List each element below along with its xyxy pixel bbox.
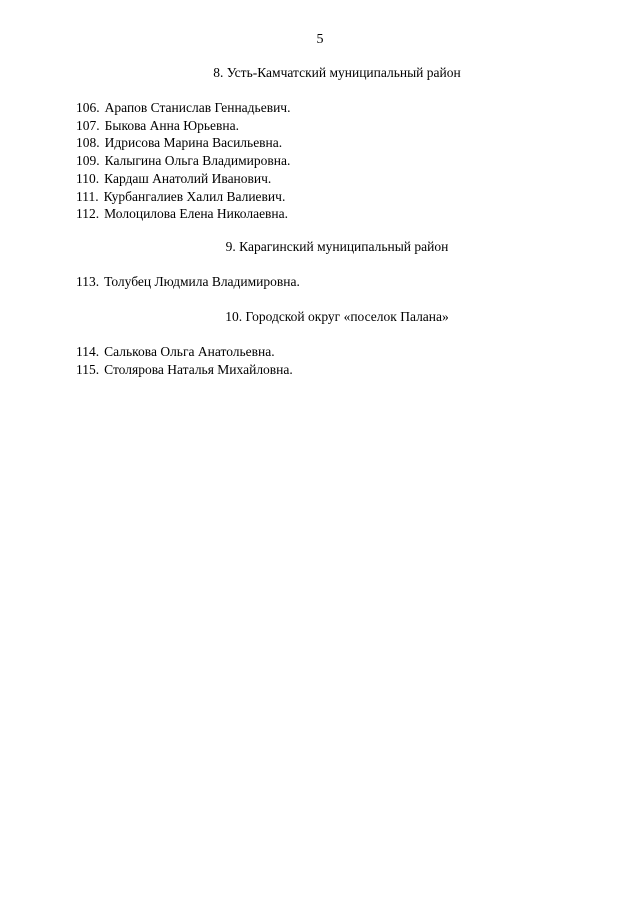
list-item [76,205,290,223]
list-item [76,361,293,379]
list-item [76,134,290,152]
list-item [76,152,290,170]
person-name: Быкова Анна Юрьевна. [104,117,239,133]
section-title: 9. Карагинский муниципальный район [225,239,449,254]
item-number: 112. [76,206,100,222]
person-name: Салькова Ольга Анатольевна. [104,344,275,359]
section-ust-kamchatsky [0,65,640,81]
item-number: 115. [76,361,100,377]
person-name: Арапов Станислав Геннадьевич. [104,100,291,115]
person-name: Калыгина Ольга Владимировна. [104,153,291,169]
list-item [76,117,290,135]
person-list [76,343,293,378]
list-item [76,273,300,291]
person-name: Толубец Людмила Владимировна. [104,274,300,289]
list-item [76,343,293,361]
section-title: 10. Городской округ «поселок Палана» [225,309,449,324]
item-number: 111. [76,188,99,204]
person-name: Кардаш Анатолий Иванович. [104,170,272,186]
person-name: Молоцилова Елена Николаевна. [104,206,289,222]
section-palana [0,309,640,325]
item-number: 113. [76,274,100,289]
person-list [76,99,290,223]
list-item [76,170,290,188]
item-number: 108. [76,135,100,151]
item-number: 109. [76,153,100,169]
person-name: Курбангалиев Халил Валиевич. [103,188,286,204]
person-list [76,273,300,291]
section-title: 8. Усть-Камчатский муниципальный район [213,65,461,80]
list-item [76,188,290,206]
list-item [76,99,290,117]
section-karaginsky [0,239,640,255]
person-name: Столярова Наталья Михайловна. [104,361,293,377]
item-number: 107. [76,117,100,133]
item-number: 110. [76,170,100,186]
person-name: Идрисова Марина Васильевна. [104,135,283,151]
item-number: 114. [76,344,100,359]
page-number: 5 [316,32,324,47]
item-number: 106. [76,100,100,115]
